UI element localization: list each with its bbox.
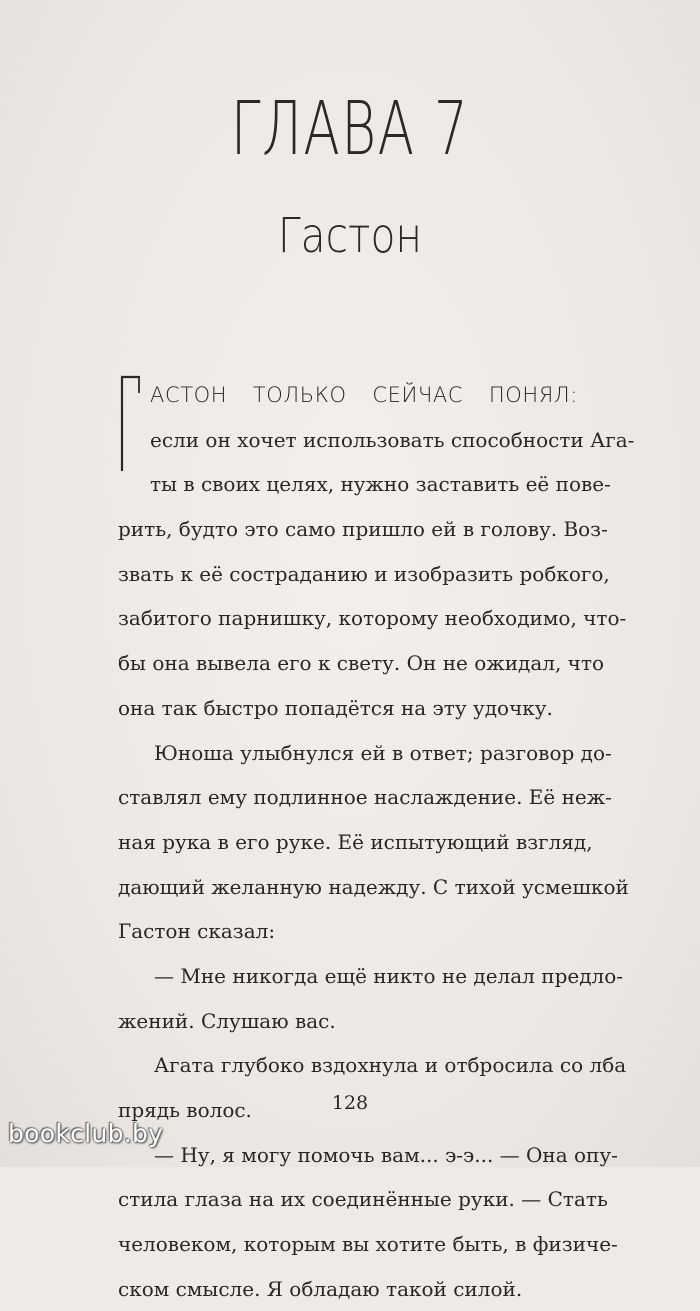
chapter-number: ГЛАВА 7 [230, 86, 470, 172]
text-line: Гастон сказал: [118, 919, 276, 944]
text-line: звать к её состраданию и изобразить робкого, [118, 561, 610, 586]
text-line: стила глаза на их соединённые руки. — Стать [118, 1187, 608, 1212]
text-line: дающий желанную надежду. С тихой усмешкой [118, 874, 629, 899]
text-line: она так быстро попадётся на эту удочку. [118, 695, 553, 720]
text-line: если он хочет использовать способности Ага- [150, 427, 635, 452]
chapter-title: Гастон [277, 208, 423, 264]
text-line: прядь волос. [118, 1098, 252, 1122]
text-line: Юноша улыбнулся ей в ответ; разговор до- [154, 740, 612, 765]
page-number: 128 [331, 1092, 369, 1114]
text-line: человеком, которым вы хотите быть, в физиче- [118, 1232, 618, 1257]
drop-cap-letter [118, 373, 142, 473]
text-line: рить, будто это само пришло ей в голову. Воз- [118, 517, 608, 542]
text-line: ском смысле. Я обладаю такой силой. [118, 1276, 523, 1301]
text-line: Агата глубоко вздохнула и отбросила со лба [154, 1053, 627, 1078]
watermark: bookclub.by [8, 1119, 164, 1148]
text-line: ты в своих целях, нужно заставить её пове- [150, 472, 611, 497]
text-line: забитого парнишку, которому необходимо, что- [118, 606, 627, 631]
text-line: ставлял ему подлинное наслаждение. Её неж- [118, 785, 612, 810]
body-text [118, 373, 635, 1311]
text-line: бы она вывела его к свету. Он не ожидал, что [118, 651, 605, 676]
text-line: жений. Слушаю вас. [118, 1008, 336, 1033]
text-line: — Ну, я могу помочь вам... э-э... — Она опу- [154, 1142, 618, 1167]
text-line: ная рука в его руке. Её испытующий взгляд, [118, 829, 593, 854]
text-line: — Мне никогда ещё никто не делал предло- [154, 963, 624, 988]
text-line: АСТОН ТОЛЬКО СЕЙЧАС ПОНЯЛ: [150, 383, 578, 407]
